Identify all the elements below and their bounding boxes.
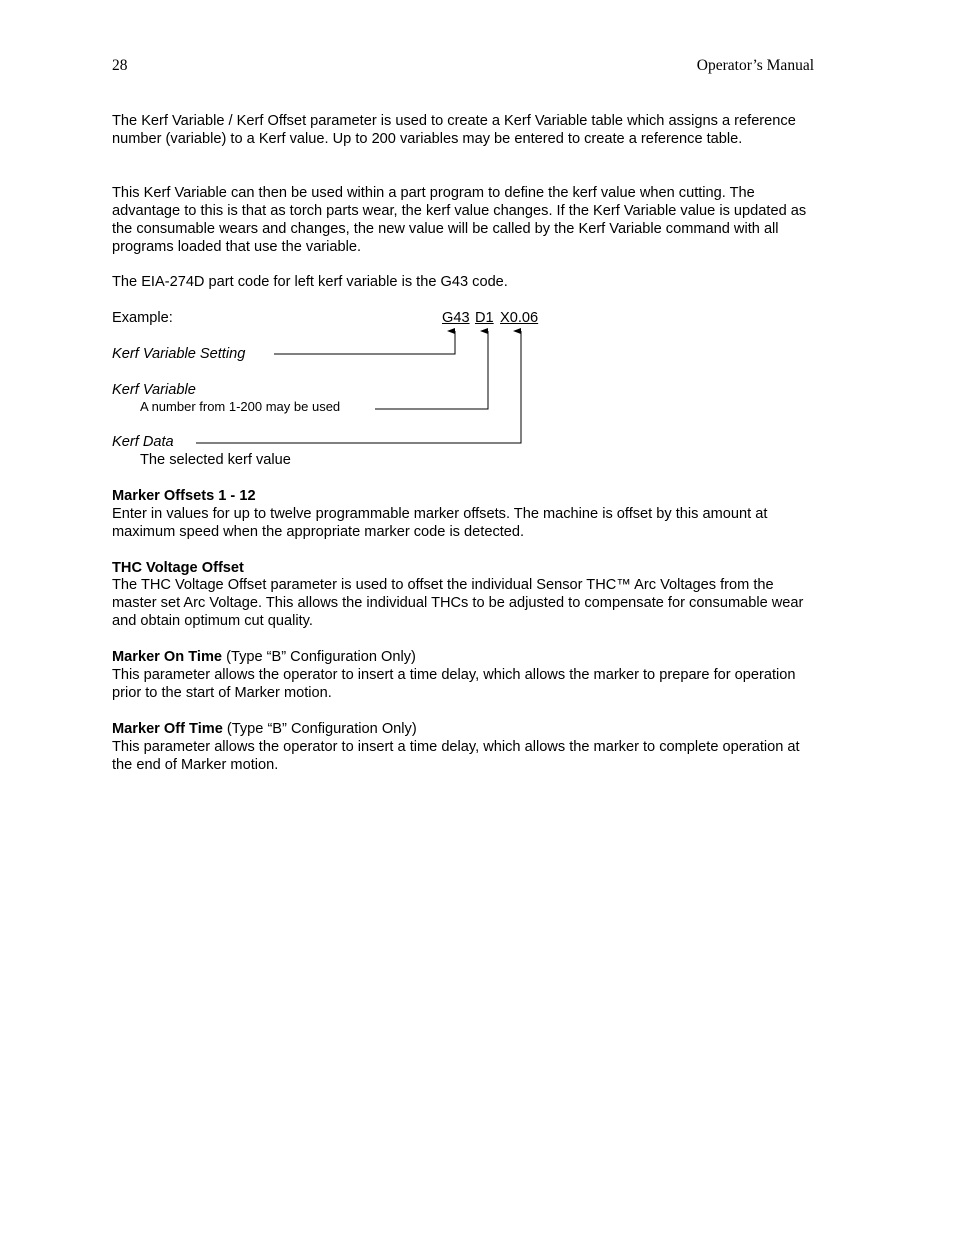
thc-voltage-title: THC Voltage Offset bbox=[112, 560, 244, 576]
code-g43: G43 bbox=[442, 310, 470, 326]
code-d1: D1 bbox=[475, 310, 494, 326]
code-x006: X0.06 bbox=[500, 310, 539, 326]
marker-on-note: (Type “B” Configuration Only) bbox=[222, 649, 416, 665]
marker-off-title: Marker Off Time bbox=[112, 721, 223, 737]
callout-line-data bbox=[196, 331, 521, 443]
kerf-data-description: The selected kerf value bbox=[140, 452, 291, 468]
marker-off-note: (Type “B” Configuration Only) bbox=[222, 721, 417, 737]
running-header-title: Operator’s Manual bbox=[696, 57, 814, 74]
marker-off-heading bbox=[112, 720, 417, 738]
marker-on-title: Marker On Time bbox=[112, 649, 223, 665]
marker-off-body: This parameter allows the operator to insert a time delay, which allows the marker to complete operation at the end of Marker motion. bbox=[112, 739, 800, 773]
kerf-variable-description: A number from 1-200 may be used bbox=[140, 399, 341, 414]
kerf-data-label: Kerf Data bbox=[112, 434, 174, 450]
callout-line-setting bbox=[274, 331, 455, 354]
thc-voltage-heading bbox=[112, 559, 244, 577]
kerf-variable-label: Kerf Variable bbox=[112, 382, 196, 398]
marker-offsets-body: Enter in values for up to twelve programmable marker offsets. The machine is offset by this amount at maximum speed when the appropriate marker code is detected. bbox=[112, 506, 768, 540]
marker-offsets-title: Marker Offsets 1 - 12 bbox=[112, 488, 256, 504]
marker-on-heading bbox=[112, 648, 416, 666]
marker-offsets-heading bbox=[112, 487, 256, 505]
callout-line-variable bbox=[375, 331, 488, 409]
intro-paragraph-1: The Kerf Variable / Kerf Offset parameter is used to create a Kerf Variable table which assigns a reference number (variable) to a Kerf value. Up to 200 variables may be entered to create a reference table. bbox=[112, 113, 796, 147]
thc-voltage-body: The THC Voltage Offset parameter is used to offset the individual Sensor THC™ Arc Voltages from the master set Arc Voltage. This allows the individual THCs to be adjusted to compensate for consumable wear and obtain optimum cut quality. bbox=[112, 577, 804, 629]
kerf-variable-setting-label: Kerf Variable Setting bbox=[112, 346, 246, 362]
intro-paragraph-2: This Kerf Variable can then be used within a part program to define the kerf value when cutting. The advantage to this is that as torch parts wear, the kerf value changes. If the Kerf Variable value is updated as the consumable wears and changes, the new value will be called by the Kerf Variable command with all programs loaded that use the variable. bbox=[112, 185, 807, 255]
example-label: Example: bbox=[112, 310, 173, 326]
marker-on-body: This parameter allows the operator to insert a time delay, which allows the marker to prepare for operation prior to the start of Marker motion. bbox=[112, 667, 796, 701]
intro-paragraph-3: The EIA-274D part code for left kerf variable is the G43 code. bbox=[112, 274, 508, 290]
page-number: 28 bbox=[112, 57, 128, 74]
